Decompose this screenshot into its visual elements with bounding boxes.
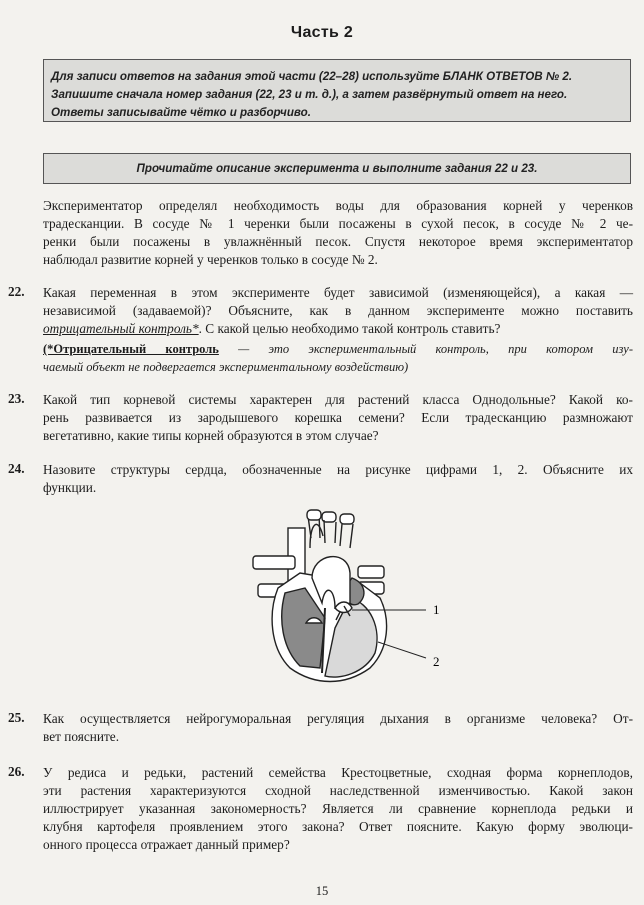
instructions-line-1: Для записи ответов на задания этой части (22–28) используйте БЛАНК ОТВЕТОВ № 2. — [51, 70, 573, 83]
question-25 — [43, 710, 633, 746]
q26-line-3: иллюстрирует указанная закономерность? Является ли сравнение корнеплода редьки и — [43, 801, 633, 816]
experiment-description — [43, 197, 633, 269]
q26-line-5: онного процесса отражает данный пример? — [43, 837, 290, 852]
instructions-line-2: Запишите сначала номер задания (22, 23 и т. д.), а затем развёрнутый ответ на него. — [51, 88, 568, 101]
question-26-number: 26. — [8, 764, 25, 779]
figure-label-1: 1 — [433, 602, 440, 617]
experiment-prompt-box — [43, 153, 631, 184]
q25-line-2: вет поясните. — [43, 729, 120, 744]
question-22 — [43, 284, 633, 338]
figure-label-2: 2 — [433, 654, 440, 669]
vessel-left — [310, 524, 323, 548]
experiment-prompt: Прочитайте описание эксперимента и выполните задания 22 и 23. — [136, 162, 538, 175]
q23-line-1: Какой тип корневой системы характерен для растений класса Однодольные? Какой ко- — [43, 392, 633, 407]
experiment-line-2: традесканции. В сосуде № 1 черенки были посажены в сухой песок, в сосуде № 2 че- — [43, 216, 633, 231]
q26-line-1: У редиса и редьки, растений семейства Крестоцветные, сходная форма корнеплодов, — [43, 765, 633, 780]
q22-line-3 — [43, 320, 633, 338]
question-26 — [43, 764, 633, 854]
experiment-line-3: ренки были посажены в увлажнённый песок. Спустя некоторое время экспериментатор — [43, 234, 633, 249]
q22-note-rest: — это экспериментальный контроль, при котором изу- — [218, 342, 633, 356]
question-23 — [43, 391, 633, 445]
instructions-line-3: Ответы записывайте чётко и разборчиво. — [51, 106, 311, 119]
q22-note-line-2: чаемый объект не подвергается экспериментальному воздействию) — [43, 360, 409, 374]
q26-line-4: клубня картофеля проявлением этого закона? Ответ поясните. Какую форму эволюци- — [43, 819, 633, 834]
q22-footnote — [43, 340, 633, 376]
experiment-line-1: Экспериментатор определял необходимость воды для образования корней у черенков — [43, 198, 633, 213]
question-23-number: 23. — [8, 391, 25, 406]
question-25-number: 25. — [8, 710, 25, 725]
q22-line-1: Какая переменная в этом эксперименте будет зависимой (изменяющейся), а какая — — [43, 285, 633, 300]
q24-line-2: функции. — [43, 480, 97, 495]
instructions-box — [43, 59, 631, 122]
question-22-number: 22. — [8, 284, 25, 299]
question-24 — [43, 461, 633, 497]
page-number: 15 — [315, 884, 329, 898]
question-24-number: 24. — [8, 461, 25, 476]
q25-line-1: Как осуществляется нейрогуморальная регуляция дыхания в организме человека? От- — [43, 711, 633, 726]
q22-term: отрицательный контроль* — [43, 321, 199, 336]
part-title: Часть 2 — [290, 24, 354, 41]
experiment-line-4: наблюдал развитие корней у черенков только в сосуде № 2. — [43, 252, 378, 267]
label-2-leader — [378, 642, 426, 658]
q22-note-term: (*Отрицательный контроль — [43, 342, 219, 356]
q22-line-3-rest: . С какой целью необходимо такой контроль ставить? — [198, 321, 501, 336]
q22-note-line-1 — [43, 340, 633, 358]
heart-diagram — [240, 508, 460, 693]
q26-line-2: эти растения характеризуются сходной наследственной изменчивостью. Какой закон — [43, 783, 633, 798]
q22-line-2: независимой (задаваемой)? Объясните, как в данном эксперименте можно поставить — [43, 303, 633, 318]
q24-line-1: Назовите структуры сердца, обозначенные на рисунке цифрами 1, 2. Объясните их — [43, 462, 633, 477]
q23-line-3: вегетативно, какие типы корней образуются в этом случае? — [43, 428, 379, 443]
q23-line-2: рень развивается из зародышевого корешка семени? Если традесканцию размножают — [43, 410, 633, 425]
